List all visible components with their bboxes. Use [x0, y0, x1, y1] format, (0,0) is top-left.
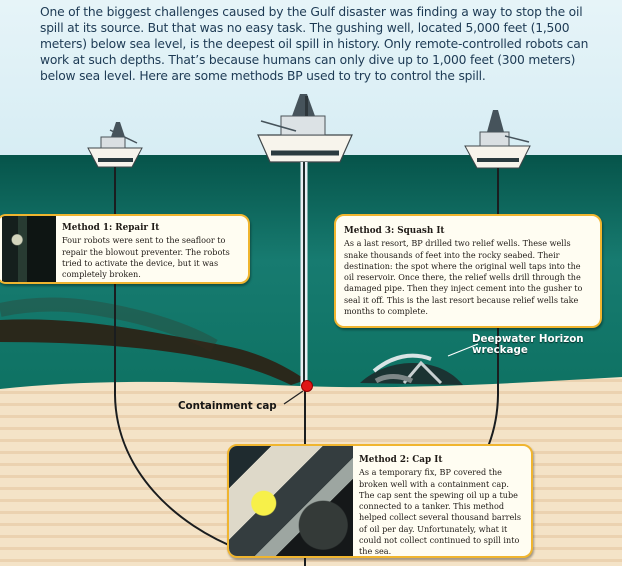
intro-paragraph: One of the biggest challenges caused by the Gulf disaster was finding a way to stop the oil spill at its source. But that was no easy task. The gushing well, located 5,000 feet (1,500 meters) below sea level, is the deepest oil spill in history. Only remote-controlled robots can work at such depths. That’s because humans can only dive up to 1,000 feet (300 meters) below sea level. Here are some methods BP used to try to control the spill.: [40, 5, 589, 83]
wreckage-label: [472, 334, 584, 356]
method-1-body: Four robots were sent to the seafloor to repair the blowout preventer. The robots tried to activate the device, but it was completely broken.: [62, 235, 230, 280]
method-3-body: As a last resort, BP drilled two relief wells. These wells snake thousands of feet into the rocky seabed. Their destination: the spot where the original well taps into the oil reservoir. Once there, the relief wells drill through the damaged pipe. Then they inject cement into the gusher to seal it off. This is the last resort because relief wells take months to complete.: [344, 238, 583, 317]
method-1-repair-callout: [0, 214, 250, 284]
left-oil-platform-ship-icon: [88, 122, 142, 167]
method-2-cap-callout: [227, 444, 533, 558]
method-3-squash-callout: [334, 214, 602, 328]
method-2-text: [359, 455, 523, 558]
method-1-title: Method 1: Repair It: [62, 223, 160, 233]
right-oil-platform-ship-icon: [465, 110, 530, 168]
center-oil-platform-ship-icon: [258, 94, 352, 162]
wreckage-label-line-1: Deepwater Horizon: [472, 333, 584, 345]
method-3-title: Method 3: Squash It: [344, 226, 445, 236]
method-3-text: [344, 226, 590, 317]
robot-photo: [2, 216, 56, 282]
method-1-text: [62, 223, 240, 280]
containment-cap-marker: [302, 381, 313, 392]
containment-cap-label: Containment cap: [178, 400, 277, 412]
method-2-body: As a temporary fix, BP covered the broken well with a containment cap. The cap sent the spewing oil up a tube connected to a tanker. This method helped collect several thousand barrels of oil per day. Unfortunately, what it could not collect continued to spill into the sea.: [359, 467, 521, 557]
method-2-title: Method 2: Cap It: [359, 455, 443, 465]
wreckage-label-line-2: wreckage: [472, 344, 528, 356]
containment-cap-photo: [229, 446, 353, 556]
